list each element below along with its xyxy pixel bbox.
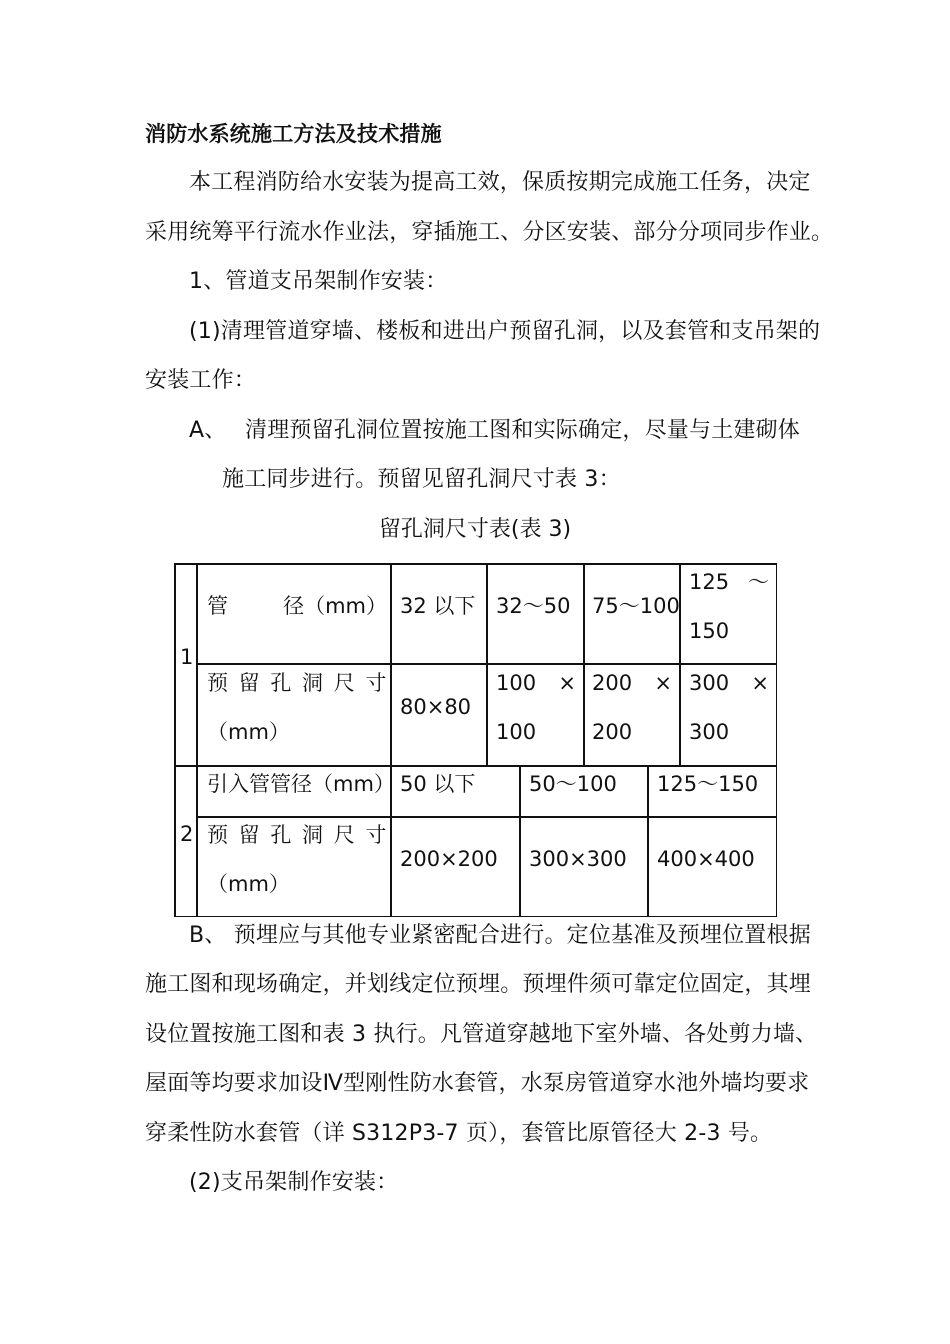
paragraph-line: 采用统筹平行流水作业法，穿插施工、分区安装、部分分项同步作业。 [145, 220, 834, 245]
table-cell: 300×300 [529, 847, 627, 871]
group-index: 1 [180, 645, 194, 669]
cell-part: 200 [592, 671, 633, 695]
table-border [174, 916, 777, 918]
table-rule [486, 563, 488, 766]
row-header: 预 留 孔 洞 尺 寸 [207, 671, 389, 695]
cell-part: × [751, 671, 769, 695]
cell-part: × [558, 671, 576, 695]
document-title: 消防水系统施工方法及技术措施 [145, 122, 442, 146]
hole-size-table [174, 563, 777, 917]
table-cell: 32～50 [496, 594, 571, 618]
table-rule [583, 563, 585, 766]
cell-part: 125 [689, 570, 730, 594]
paragraph-line: 安装工作： [145, 368, 257, 393]
paragraph-line: 施工同步进行。预留见留孔洞尺寸表 3： [222, 467, 621, 492]
table-border [776, 563, 778, 917]
table-cell: 80×80 [400, 695, 472, 719]
row-header [207, 581, 387, 631]
row-header-part: 管 [207, 594, 228, 618]
paragraph-line: 清理预留孔洞位置按施工图和实际确定，尽量与土建砌体 [245, 418, 801, 443]
item-a-label: A、 [189, 418, 227, 443]
table-cell [689, 658, 769, 708]
row-header: （mm） [207, 872, 290, 896]
table-cell: 400×400 [657, 847, 755, 871]
cell-part: 100 [496, 671, 537, 695]
table-border [174, 563, 176, 917]
row-header: （mm） [207, 720, 290, 744]
table-cell: 100 [496, 720, 537, 744]
table-caption: 留孔洞尺寸表(表 3) [378, 517, 572, 542]
table-cell [689, 557, 769, 607]
table-cell: 50～100 [529, 772, 617, 796]
table-cell: 32 以下 [400, 594, 476, 618]
table-border [174, 563, 777, 565]
paragraph-line: 设位置按施工图和表 3 执行。凡管道穿越地下室外墙、各处剪力墙、 [145, 1022, 818, 1047]
table-rule [196, 563, 198, 917]
section-heading: (2)支吊架制作安装： [189, 1170, 399, 1195]
cell-part: ～ [748, 570, 769, 594]
row-header: 预 留 孔 洞 尺 寸 [207, 823, 389, 847]
section-heading: 1、管道支吊架制作安装： [189, 269, 448, 294]
table-cell: 125～150 [657, 772, 759, 796]
table-rule [390, 563, 392, 917]
table-cell: 200 [592, 720, 633, 744]
table-cell: 200×200 [400, 847, 498, 871]
table-rule [519, 766, 521, 917]
group-index: 2 [180, 822, 194, 846]
table-cell [592, 658, 672, 708]
table-cell: 75～100 [592, 594, 680, 618]
table-cell [496, 658, 576, 708]
table-rule [647, 766, 649, 917]
table-cell: 50 以下 [400, 772, 476, 796]
paragraph-line: 施工图和现场确定，并划线定位预埋。预埋件须可靠定位固定，其埋 [145, 972, 812, 997]
cell-part: × [654, 671, 672, 695]
paragraph-line: 屋面等均要求加设Ⅳ型刚性防水套管，水泵房管道穿水池外墙均要求 [145, 1071, 810, 1096]
paragraph-line: 本工程消防给水安装为提高工效，保质按期完成施工任务，决定 [189, 170, 811, 195]
table-cell: 150 [689, 619, 730, 643]
row-header-part: 径（mm） [283, 594, 387, 618]
row-header: 引入管管径（mm） [207, 772, 395, 796]
paragraph-line: B、 预埋应与其他专业紧密配合进行。定位基准及预埋位置根据 [189, 923, 811, 948]
paragraph-line: 穿柔性防水套管（详 S312P3-7 页），套管比原管径大 2-3 号。 [145, 1121, 773, 1146]
paragraph-line: (1)清理管道穿墙、楼板和进出户预留孔洞，以及套管和支吊架的 [189, 319, 821, 344]
cell-part: 300 [689, 671, 730, 695]
table-cell: 300 [689, 720, 730, 744]
